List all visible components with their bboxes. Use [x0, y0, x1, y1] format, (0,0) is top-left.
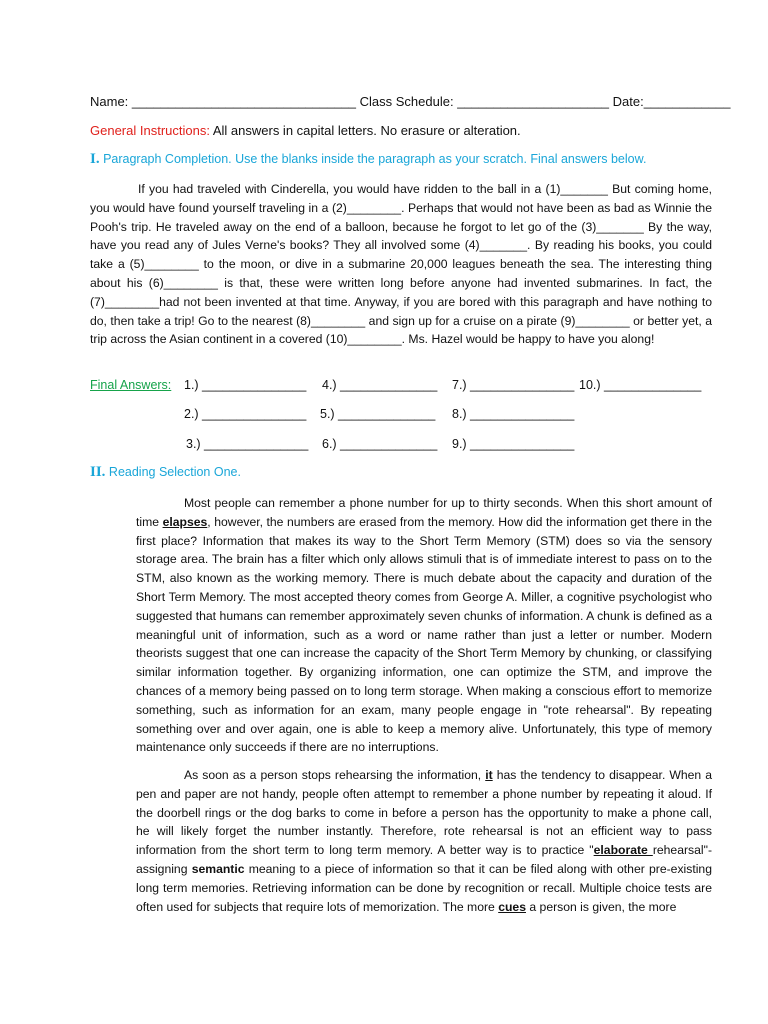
answer-blank-8: 8.) _______________ [452, 407, 575, 421]
reading-p2-text-c: rehearsal"- assigning [136, 843, 713, 876]
reading-p1-text-a: Most people can remember a phone number for up to thirty seconds. When this short amount of time [136, 496, 712, 529]
answer-blank-5: 5.) ______________ [320, 407, 436, 421]
instructions-label: General Instructions: [90, 123, 210, 138]
answer-blank-1: 1.) _______________ [184, 378, 307, 392]
answer-blank-7: 7.) _______________ [452, 378, 575, 392]
section-1-title-text: Paragraph Completion. Use the blanks inside the paragraph as your scratch. Final answers below. [99, 152, 647, 166]
student-info-header: Name: _______________________________ Class Schedule: _____________________ Date:____________ [90, 94, 731, 109]
answer-blank-9: 9.) _______________ [452, 437, 575, 451]
reading-paragraph-2 [136, 766, 712, 916]
general-instructions [90, 123, 521, 138]
keyword-it: it [485, 768, 493, 782]
keyword-elaborate: elaborate [593, 843, 653, 858]
section-1-numeral: I. [90, 151, 100, 167]
section-2-numeral: II. [90, 464, 106, 480]
section-1-title [90, 151, 646, 168]
answer-blank-3: 3.) _______________ [186, 437, 309, 451]
instructions-text: All answers in capital letters. No erasure or alteration. [209, 123, 521, 138]
answer-blank-6: 6.) ______________ [322, 437, 438, 451]
reading-p2-text-a: As soon as a person stops rehearsing the information, [184, 768, 486, 782]
reading-p2-text-b: has the tendency to disappear. When a pen and paper are not handy, people often attempt to remember a phone number by repeating it aloud. If the doorbell rings or the dog barks to come in before a person has the opportunity to make a phone call, he will likely forget the number instantly. Therefore, rote rehearsal is not an efficient way to pass information from the short term to long term memory. A better way is to practice " [136, 768, 713, 858]
reading-p1-text-b: , however, the numbers are erased from the memory. How did the information get there in the first place? Information that makes its way to the Short Term Memory (STM) does so via the sensory storage area. The brain has a filter which only allows stimuli that is of immediate interest to pass on to the STM, also known as the working memory. There is much debate about the capacity and duration of the Short Term Memory. The most accepted theory comes from George A. Miller, a cognitive psychologist who suggested that humans can remember approximately seven chunks of information. A chunk is defined as a meaningful unit of information, such as a word or name rather than just a letter or number. Modern theorists suggest that one can increase the capacity of the Short Term Memory by chunking, or classifying similar information together. By organizing information, one can optimize the STM, and improve the chances of a memory being passed on to long term storage. When making a conscious effort to memorize something, such as information for an exam, many people engage in "rote rehearsal". By repeating something over and over again, one is able to keep a memory alive. Unfortunately, this type of memory maintenance only succeeds if there are no interruptions. [136, 514, 712, 755]
section-2-title [90, 464, 241, 481]
reading-p2-text-e: a person is given, the more [525, 899, 677, 914]
answer-blank-4: 4.) ______________ [322, 378, 438, 392]
paragraph-completion-text [90, 180, 712, 349]
paragraph-completion-body: If you had traveled with Cinderella, you would have ridden to the ball in a (1)_______ But coming home, you would have found yourself traveling in a (2)________. Perhaps that would not have been as bad as Winnie the Pooh's trip. He traveled away on the end of a balloon, because he forgot to let go of the (3)_______ By the way, have you read any of Jules Verne's books? They all involved some (4)_______. By reading his books, you could take a (5)________ to the moon, or dive in a submarine 20,000 leagues beneath the sea. The interesting thing about his (6)________ is that, these were written long before anyone had invented submarines. In fact, the (7)________had not been invented at that time. Anyway, if you are bored with this paragraph and have nothing to do, then take a trip! Go to the nearest (8)________ and sign up for a cruise on a pirate (9)________ or better yet, a trip across the Asian continent in a covered (10)________. Ms. Hazel would be happy to have you along! [90, 182, 712, 347]
keyword-semantic: semantic [191, 861, 245, 876]
reading-p2-text-d: meaning to a piece of information so that it can be filed along with other pre-existing long term memories. Retrieving information can be done by recognition or recall. Multiple choice tests are often used for subjects that require lots of memorization. The more [136, 861, 712, 914]
final-answers-label: Final Answers: [90, 378, 172, 392]
answer-blank-2: 2.) _______________ [184, 407, 307, 421]
keyword-cues: cues [498, 899, 526, 914]
keyword-elapses: elapses [162, 514, 208, 529]
section-2-title-text: Reading Selection One. [105, 465, 241, 479]
answer-blank-10: 10.) ______________ [579, 378, 702, 392]
reading-paragraph-1 [136, 494, 712, 757]
